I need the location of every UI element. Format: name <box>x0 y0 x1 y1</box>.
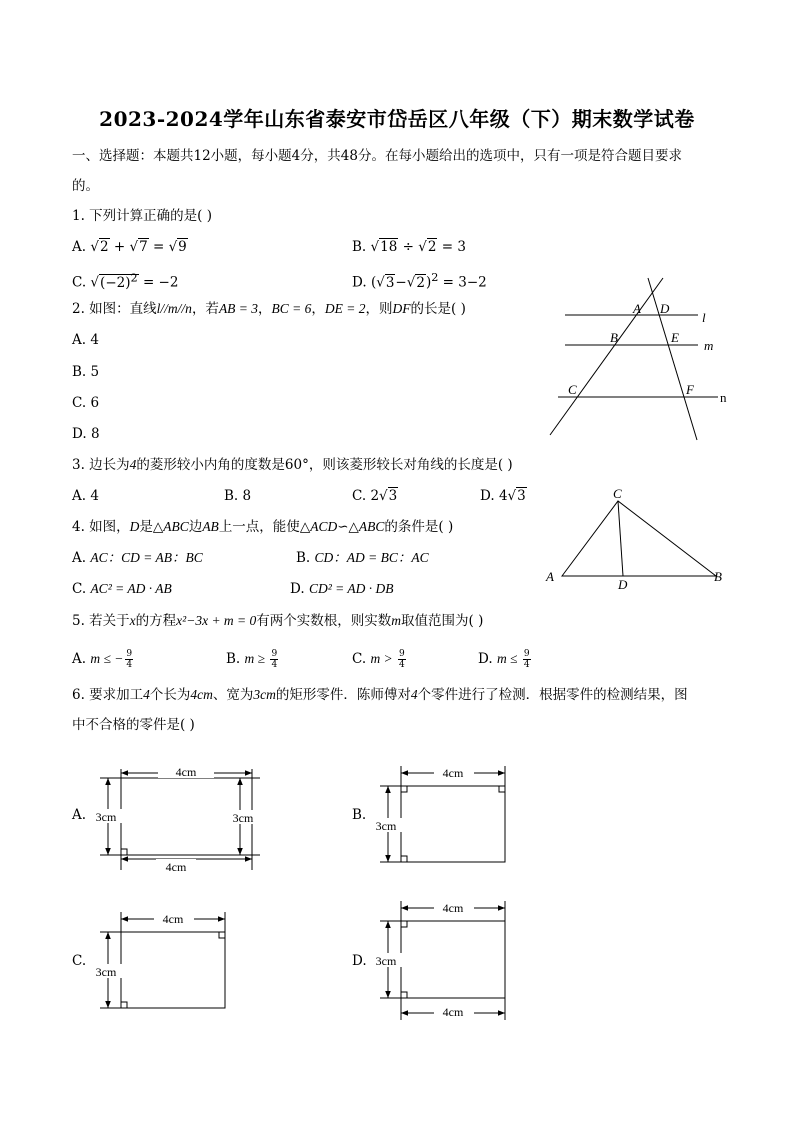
radicand: (−2) <box>100 274 131 291</box>
q2-stem <box>72 300 466 318</box>
option-value: 4 <box>90 488 99 504</box>
q4-option-d[interactable] <box>290 580 393 598</box>
numerator: 9 <box>271 649 278 659</box>
paren: ( <box>370 274 377 291</box>
segment-cd <box>618 501 623 576</box>
operator: ÷ <box>398 239 419 255</box>
stem-text: ，则 <box>365 301 393 317</box>
label-f: F <box>686 382 694 397</box>
math: 4cm <box>190 687 213 702</box>
section-heading-cont: 的。 <box>72 178 99 194</box>
stem-text: 取值范围为( ) <box>401 613 484 629</box>
stem-text: 的长是( ) <box>410 301 466 317</box>
transversal-def <box>648 278 697 440</box>
math: AB <box>202 519 219 534</box>
math: 4 <box>410 687 418 702</box>
stem-text: 是 <box>139 519 153 535</box>
result: = 3 <box>437 239 466 255</box>
stem-text: 4. 如图， <box>72 519 130 535</box>
operator: = <box>148 239 169 255</box>
radicand: 7 <box>139 239 148 255</box>
fraction <box>523 649 531 670</box>
stem-text: 的菱形较小内角的度数是 <box>136 457 285 473</box>
q6-stem <box>72 686 688 704</box>
option-letter: B. <box>352 239 367 255</box>
denominator: 4 <box>126 660 133 670</box>
option-letter: A. <box>72 488 87 504</box>
math: 60° <box>284 457 309 473</box>
option-letter: D. <box>290 581 305 597</box>
exponent: 2 <box>130 271 138 284</box>
stem-text: 的方程 <box>135 613 177 629</box>
part-rectangle <box>121 932 225 1008</box>
stem-text: 个零件进行了检测．根据零件的检测结果，图 <box>417 687 688 703</box>
label-c: C <box>568 382 577 397</box>
q6-figure-a <box>88 755 268 880</box>
numerator: 9 <box>126 649 133 659</box>
option-value: 5 <box>90 364 100 380</box>
dim-top: 4cm <box>162 912 184 926</box>
result: = −2 <box>138 274 179 291</box>
dim-left: 3cm <box>95 810 117 824</box>
q2-figure <box>540 270 740 450</box>
option-value: 8 <box>90 426 100 442</box>
q6-figure-c <box>88 908 238 1013</box>
option-letter: B. <box>224 488 239 504</box>
fraction <box>125 649 133 670</box>
option-letter: A. <box>72 550 87 566</box>
dim-left: 3cm <box>375 954 397 968</box>
stem-text: ，若 <box>191 301 219 317</box>
option-letter: D. <box>352 274 367 291</box>
q1-stem: 1. 下列计算正确的是( ) <box>72 208 212 224</box>
radicand: 3 <box>388 488 398 504</box>
dim-top: 4cm <box>442 901 464 915</box>
label-d: D <box>660 301 670 316</box>
label-c: C <box>613 486 622 501</box>
dim-left: 3cm <box>375 819 397 833</box>
option-letter: D. <box>72 426 87 442</box>
transversal-acb <box>550 278 663 435</box>
radicand: 3 <box>517 488 526 504</box>
coefficient: 2 <box>370 488 380 504</box>
operator: + <box>109 239 130 255</box>
q6-figure-a-letter[interactable]: A. <box>72 807 87 823</box>
q5-stem <box>72 612 483 630</box>
part-rectangle <box>401 786 505 862</box>
q1-option-b[interactable]: B. √18 ÷ √2 = 3 <box>352 239 466 255</box>
q1-option-a[interactable]: A. √2 + √7 = √9 <box>72 239 187 255</box>
stem-text: 、宽为 <box>212 687 254 703</box>
math: △ACD∽△ABC <box>299 519 385 534</box>
option-letter: B. <box>226 651 241 667</box>
option-value: 4 <box>90 332 99 348</box>
q6-stem-cont: 中不合格的零件是( ) <box>72 717 195 733</box>
q5-option-a[interactable] <box>72 649 133 670</box>
relation: m > <box>370 651 397 666</box>
label-e: E <box>671 330 679 345</box>
relation: m ≤ − <box>90 651 124 666</box>
stem-text: ，则该菱形较长对角线的长度是( ) <box>308 457 513 473</box>
option-letter: C. <box>352 488 367 504</box>
option-value: AC² = AD · AB <box>90 581 172 596</box>
page-title: 2023-2024学年山东省泰安市岱岳区八年级（下）期末数学试卷 <box>99 107 695 131</box>
q1-option-d[interactable]: D. $(√3-√2)^2 = 3-2$ <box>352 271 487 291</box>
q2-option-d[interactable] <box>72 425 100 443</box>
option-letter: C. <box>72 581 87 597</box>
q5-option-d[interactable] <box>478 649 531 670</box>
denominator: 4 <box>523 660 530 670</box>
result: = 3−2 <box>438 274 487 291</box>
numerator: 9 <box>399 649 405 659</box>
label-b: B <box>714 569 722 584</box>
stem-text: 个长为 <box>149 687 191 703</box>
relation: m ≥ <box>244 651 269 666</box>
q4-option-b[interactable] <box>296 549 429 567</box>
option-letter: B. <box>72 364 87 380</box>
q6-figure-d <box>368 896 518 1026</box>
stem-text: 有两个实数根，则实数 <box>256 613 392 629</box>
dim-right: 3cm <box>232 811 254 825</box>
stem-text: 6. 要求加工 <box>72 687 144 703</box>
q2-option-c[interactable] <box>72 394 99 412</box>
option-letter: D. <box>480 488 495 504</box>
label-a: A <box>633 301 641 316</box>
option-value: 6 <box>90 395 100 411</box>
stem-text: 的矩形零件．陈师傅对 <box>275 687 411 703</box>
math: 3cm <box>253 687 276 702</box>
numerator: 9 <box>523 649 530 659</box>
math: △ABC <box>152 519 189 534</box>
stem-text: 边 <box>188 519 203 535</box>
stem-text: 5. 若关于 <box>72 613 130 629</box>
option-letter: A. <box>72 332 87 348</box>
q3-option-d[interactable]: D. 4√3 <box>480 488 526 504</box>
q6-figure-d-letter[interactable]: D. <box>352 953 367 969</box>
dim-bottom: 4cm <box>165 860 187 874</box>
dim-top: 4cm <box>442 766 464 780</box>
option-letter: A. <box>72 651 87 667</box>
math: 4 <box>129 457 137 472</box>
q4-figure <box>540 484 730 594</box>
label-l: l <box>702 310 706 325</box>
math: D <box>129 519 140 534</box>
fraction <box>398 649 406 670</box>
q3-option-a[interactable] <box>72 487 99 505</box>
stem-text: 2. 如图：直线 <box>72 301 157 317</box>
q3-stem <box>72 456 513 474</box>
label-m: m <box>704 338 714 353</box>
math: AB = 3 <box>218 301 259 316</box>
section-heading: 一、选择题：本题共12小题，每小题4分，共48分。在每小题给出的选项中，只有一项是符合题目要求 <box>72 148 682 164</box>
math: 4 <box>143 687 150 702</box>
option-value: CD² = AD · DB <box>308 581 394 596</box>
option-letter: A. <box>72 239 87 255</box>
q2-option-b[interactable] <box>72 363 99 381</box>
q6-figure-c-letter[interactable]: C. <box>72 953 87 969</box>
triangle-abc <box>562 501 716 576</box>
math: x²−3x + m = 0 <box>176 613 257 628</box>
q2-option-a[interactable] <box>72 331 99 349</box>
q5-option-c[interactable] <box>352 649 406 670</box>
part-rectangle <box>401 921 505 998</box>
denominator: 4 <box>271 660 278 670</box>
option-letter: D. <box>478 651 493 667</box>
label-a: A <box>546 569 554 584</box>
q4-stem <box>72 518 453 536</box>
label-b: B <box>610 330 618 345</box>
dim-bottom: 4cm <box>442 1005 464 1019</box>
exponent: 2 <box>431 271 439 284</box>
relation: m ≤ <box>496 651 521 666</box>
math: BC = 6 <box>271 301 312 316</box>
q3-option-b[interactable] <box>224 487 251 505</box>
label-d: D <box>618 577 628 592</box>
radicand: 2 <box>416 274 425 291</box>
stem-text: ， <box>258 301 272 317</box>
dim-top: 4cm <box>175 765 197 779</box>
option-letter: C. <box>72 395 87 411</box>
math: x <box>129 613 136 628</box>
radicand: 18 <box>380 239 398 255</box>
q6-figure-b <box>368 762 518 867</box>
fraction <box>270 649 278 670</box>
q4-option-a[interactable] <box>72 549 203 567</box>
radicand: 2 <box>99 239 109 255</box>
q4-option-c[interactable] <box>72 580 172 598</box>
stem-text: ， <box>311 301 325 317</box>
stem-text: 的条件是( ) <box>384 519 454 535</box>
q6-figure-b-letter[interactable]: B. <box>352 807 367 823</box>
radicand: 2 <box>427 239 437 255</box>
denominator: 4 <box>399 660 405 670</box>
option-letter: C. <box>352 651 367 667</box>
q1-option-c[interactable]: C. $√(-2)^2 = -2$ <box>72 271 179 291</box>
math: DF <box>392 301 411 316</box>
q5-option-b[interactable] <box>226 649 278 670</box>
stem-text: 上一点，能使 <box>218 519 300 535</box>
math: l//m//n <box>156 301 192 316</box>
option-letter: B. <box>296 550 311 566</box>
radicand: 9 <box>178 239 187 255</box>
radicand: 3 <box>385 274 395 291</box>
math: DE = 2 <box>324 301 366 316</box>
option-value: 8 <box>242 488 252 504</box>
q3-option-c[interactable]: C. 2√3 <box>352 488 398 504</box>
paren: ) <box>425 274 432 291</box>
dim-left: 3cm <box>95 965 117 979</box>
operator: − <box>395 274 407 291</box>
math: m <box>391 613 402 628</box>
stem-text: 3. 边长为 <box>72 457 130 473</box>
label-n: n <box>720 390 727 405</box>
coefficient: 4 <box>498 488 508 504</box>
option-letter: C. <box>72 274 87 291</box>
option-value: AC：CD = AB：BC <box>90 550 203 565</box>
option-value: CD：AD = BC：AC <box>314 550 429 565</box>
